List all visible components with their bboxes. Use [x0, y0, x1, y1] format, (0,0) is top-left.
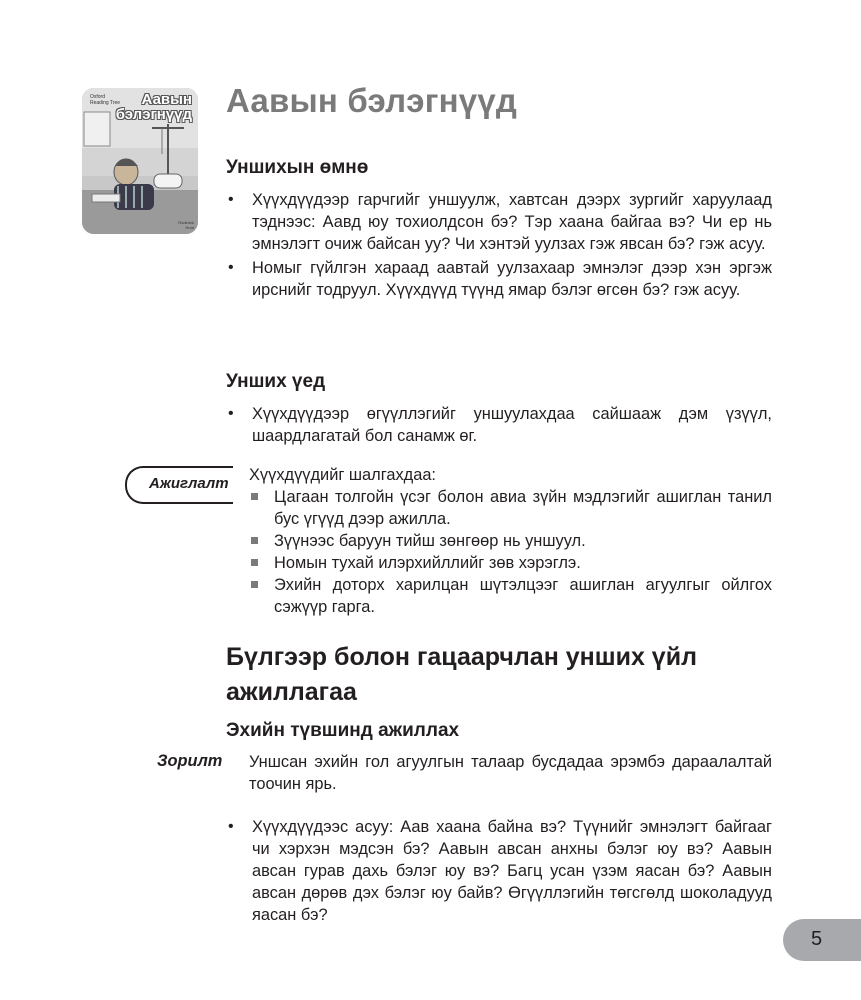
bullet-icon: •: [228, 259, 234, 276]
list-item-text: Хүүхдүүдээр гарчгийг уншуулж, хавтсан дээрх зургийг харуулаад тэднээс: Аавд юу тохиолдсон бэ? Тэр хаана байгаа вэ? Чи ер нь эмнэлэгт очиж байсан уу? Чи хэнтэй уулзах гэж явсан бэ? гэж асуу.: [252, 191, 772, 253]
observation-badge: [125, 466, 233, 504]
observation-badge-label: Ажиглалт: [149, 475, 229, 492]
list-item: [249, 552, 772, 574]
group-reading-list: [226, 816, 772, 928]
cover-author: Roderick Hunt: [178, 220, 194, 230]
book-cover-image: [82, 88, 198, 234]
list-item-text: Эхийн доторх харилцан шүтэлцээг ашиглан агуулгыг ойлгох сэжүүр гарга.: [274, 576, 772, 616]
bullet-icon: •: [228, 191, 234, 208]
square-bullet-icon: [251, 537, 258, 544]
list-item: [226, 257, 772, 301]
list-item: [226, 403, 772, 447]
group-reading-heading: Бүлгээр болон гацаарчлан унших үйл ажиллагаа: [226, 643, 697, 706]
list-item: [226, 189, 772, 255]
page-number-tab: [783, 919, 861, 961]
list-item-text: Номын тухай илэрхийллийг зөв хэрэглэ.: [274, 554, 581, 572]
list-item: [249, 574, 772, 618]
during-reading-heading: Унших үед: [226, 371, 326, 392]
square-bullet-icon: [251, 559, 258, 566]
goal-label: Зорилт: [157, 752, 223, 770]
bullet-icon: •: [228, 818, 234, 835]
bullet-icon: •: [228, 405, 234, 422]
list-item: [249, 486, 772, 530]
text-level-subheading: Эхийн түвшинд ажиллах: [226, 720, 460, 741]
before-reading-list: [226, 189, 772, 303]
goal-text: Уншсан эхийн гол агуулгын талаар бусдадаа эрэмбэ дараалалтай тоочин ярь.: [249, 753, 772, 793]
list-item-text: Цагаан толгойн үсэг болон авиа зүйн мэдлэгийг ашиглан танил бус үгүүд дээр ажилла.: [274, 488, 772, 528]
page-number: 5: [811, 928, 823, 950]
observation-list: [249, 486, 772, 618]
list-item: [226, 816, 772, 926]
before-reading-heading: Уншихын өмнө: [226, 157, 369, 178]
list-item-text: Хүүхдүүдээр өгүүллэгийг уншуулахдаа сайшааж дэм үзүүл, шаардлагатай бол санамж өг.: [252, 405, 772, 445]
list-item-text: Зүүнээс баруун тийш зөнгөөр нь уншуул.: [274, 532, 586, 550]
cover-title: Аавын бэлэгнүүд: [115, 91, 192, 123]
during-reading-list: [226, 403, 772, 449]
square-bullet-icon: [251, 581, 258, 588]
list-item-text: Хүүхдүүдээс асуу: Аав хаана байна вэ? Түүнийг эмнэлэгт байгааг чи хэрхэн мэдсэн бэ? Аавын авсан анхны бэлэг юу вэ? Аавын авсан гурав дахь бэлэг юу вэ? Багц усан үзэм яасан бэ? Аавын авсан дөрөв дэх бэлэг юу байв? Өгүүллэгийн төгсгөлд шоколадууд яасан бэ?: [252, 818, 772, 924]
list-item-text: Номыг гүйлгэн хараад аавтай уулзахаар эмнэлэг дээр хэн эргэж ирснийг тодруул. Хүүхдүүд түүнд ямар бэлэг өгсөн бэ? гэж асуу.: [252, 259, 772, 299]
cover-series-label: Oxford Reading Tree: [90, 94, 121, 106]
page-title: Аавын бэлэгнүүд: [226, 82, 518, 119]
observation-intro: Хүүхдүүдийг шалгахдаа:: [249, 466, 436, 484]
square-bullet-icon: [251, 493, 258, 500]
list-item: [249, 530, 772, 552]
